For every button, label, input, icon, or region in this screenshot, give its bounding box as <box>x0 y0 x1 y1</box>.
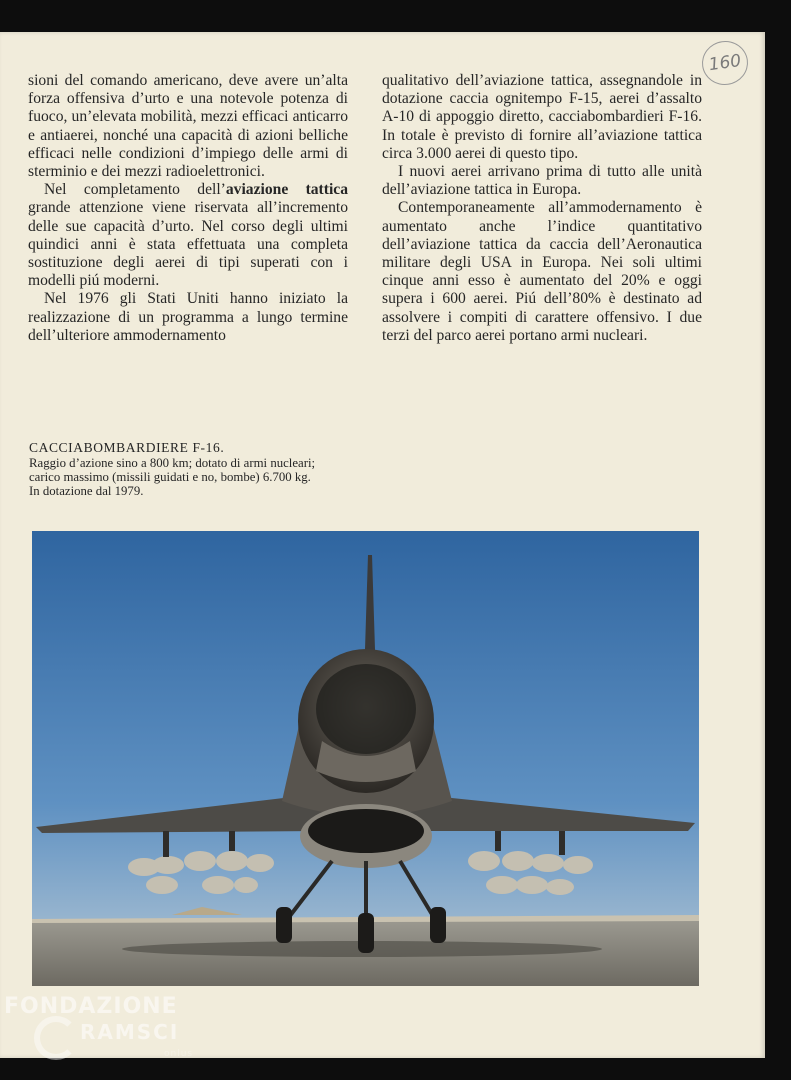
paragraph: qualitativo dell’aviazione tattica, assegnandole in dotazione caccia ognitempo F-15, aerei d’assalto A-10 di appoggio diretto, cacciabombardieri F-16. In totale è previsto di fornire all’aviazione tattica circa 3.000 aerei di questo tipo. <box>382 72 702 162</box>
aircraft-photo <box>32 531 699 986</box>
watermark-onlus: onlus <box>164 1049 194 1059</box>
text-column-right <box>382 72 702 345</box>
watermark-g-logo-icon <box>34 1016 78 1060</box>
bold-term: aviazione tattica <box>225 181 348 199</box>
fondazione-gramsci-watermark <box>4 994 204 1078</box>
photo-caption <box>29 440 319 498</box>
paragraph-text: Nel completamento dell’ <box>44 181 226 199</box>
paragraph: sioni del comando americano, deve avere un’alta forza offensiva d’urto e una notevole potenza di fuoco, un’elevata mobilità, mezzi efficaci anticarro e antiaerei, nonché una capacità di azioni belliche efficaci nelle condizioni d’impiego delle armi di sterminio e dei mezzi radioelettronici. <box>28 72 348 181</box>
paragraph: Nel 1976 gli Stati Uniti hanno iniziato la realizzazione di un programma a lungo termine dell’ulteriore ammodernamento <box>28 290 348 344</box>
paragraph <box>28 181 348 290</box>
paragraph: Contemporaneamente all’ammodernamento è aumentato anche l’indice quantitativo dell’aviazione tattica da caccia dell’Aeronautica militare degli USA in Europa. Nei soli ultimi cinque anni esso è aumentato del 20% e oggi supera i 600 aerei. Piú dell’80% è destinato ad assolvere i compiti di carattere offensivo. I due terzi del parco aerei portano armi nucleari. <box>382 199 702 344</box>
watermark-line2: RAMSCI <box>80 1020 180 1044</box>
paragraph-text: grande attenzione viene riservata all’incremento delle sue capacità d’urto. Nel corso degli ultimi quindici anni è stata effettuata una completa sostituzione degli aerei di tipi superati con i modelli piú moderni. <box>28 199 348 290</box>
text-column-left <box>28 72 348 345</box>
caption-title: CACCIABOMBARDIERE F-16. <box>29 440 225 455</box>
paragraph: I nuovi aerei arrivano prima di tutto alle unità dell’aviazione tattica in Europa. <box>382 163 702 199</box>
page-number: 160 <box>699 38 751 88</box>
caption-text: Raggio d’azione sino a 800 km; dotato di armi nucleari; carico massimo (missili guidati e no, bombe) 6.700 kg. In dotazione dal 1979. <box>29 456 316 498</box>
watermark-line1: FONDAZIONE <box>4 994 178 1019</box>
book-page <box>0 32 765 1058</box>
